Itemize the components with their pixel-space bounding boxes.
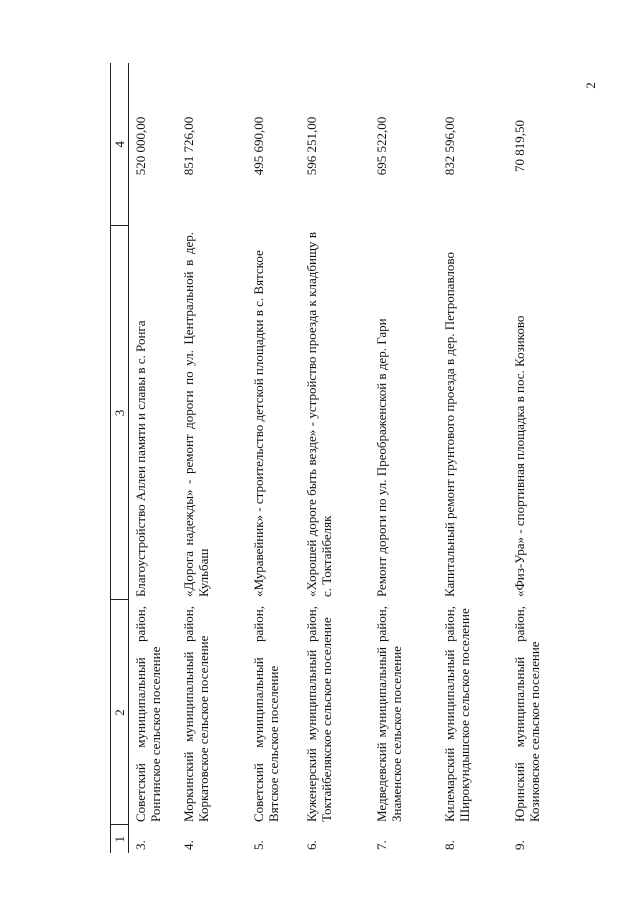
project-cell: «Муравейник» - строительство детской площадки в с. Вятское xyxy=(250,250,266,597)
header-col-1: 1 xyxy=(111,825,129,853)
table-row xyxy=(177,63,247,853)
grants-table xyxy=(110,63,556,853)
amount-cell: 851 726,00 xyxy=(180,116,196,176)
row-number: 4. xyxy=(180,840,196,850)
header-col-4: 4 xyxy=(111,63,129,226)
row-number: 5. xyxy=(250,840,266,850)
municipality-cell: Килемарский муниципальный район, Широкундышское сельское поселение xyxy=(441,606,472,822)
row-number: 3. xyxy=(133,840,148,850)
municipality-cell: Советский муниципальный район, Вятское сельское поселение xyxy=(250,606,281,822)
table-row xyxy=(508,63,556,853)
amount-cell: 832 596,00 xyxy=(441,116,457,176)
table-row xyxy=(129,63,177,853)
header-col-2: 2 xyxy=(111,600,129,825)
row-number: 8. xyxy=(441,840,457,850)
header-row xyxy=(111,63,129,853)
project-cell: Благоустройство Аллеи памяти и славы в с. Ронга xyxy=(133,320,148,597)
project-cell: «Дорога надежды» - ремонт дороги по ул. Центральной в дер. Кульбаш xyxy=(180,232,211,597)
municipality-cell: Моркинский муниципальный район, Коркатовское сельское поселение xyxy=(180,606,211,822)
table-row xyxy=(438,63,508,853)
amount-cell: 495 690,00 xyxy=(250,116,266,176)
row-number: 6. xyxy=(303,840,319,850)
municipality-cell: Юринский муниципальный район, Козиковское сельское поселение xyxy=(511,606,542,822)
amount-cell: 70 819,50 xyxy=(511,120,527,172)
row-number: 9. xyxy=(511,840,527,850)
amount-cell: 695 522,00 xyxy=(373,116,389,176)
rotated-table-container xyxy=(110,63,542,853)
project-cell: Капитальный ремонт грунтового проезда в дер. Петропавлово xyxy=(441,252,457,597)
project-cell: «Физ-Ура» - спортивная площадка в пос. Козиково xyxy=(511,315,527,597)
municipality-cell: Медведевский муниципальный район, Знаменское сельское поселение xyxy=(373,606,404,822)
municipality-cell: Советский муниципальный район, Ронгинское сельское поселение xyxy=(133,606,163,822)
project-cell: Ремонт дороги по ул. Преображенской в дер. Гари xyxy=(373,318,389,597)
municipality-cell: Куженерский муниципальный район, Токтайбелякское сельское поселение xyxy=(303,606,334,822)
table-row xyxy=(300,63,370,853)
project-cell: «Хорошей дороге быть везде» - устройство проезда к кладбищу в с. Токтайбеляк xyxy=(303,232,334,597)
amount-cell: 596 251,00 xyxy=(303,116,319,176)
amount-cell: 520 000,00 xyxy=(133,116,148,176)
header-col-3: 3 xyxy=(111,226,129,600)
row-number: 7. xyxy=(373,840,389,850)
page-number: 2 xyxy=(582,82,598,89)
table-row xyxy=(247,63,300,853)
table-row xyxy=(370,63,438,853)
